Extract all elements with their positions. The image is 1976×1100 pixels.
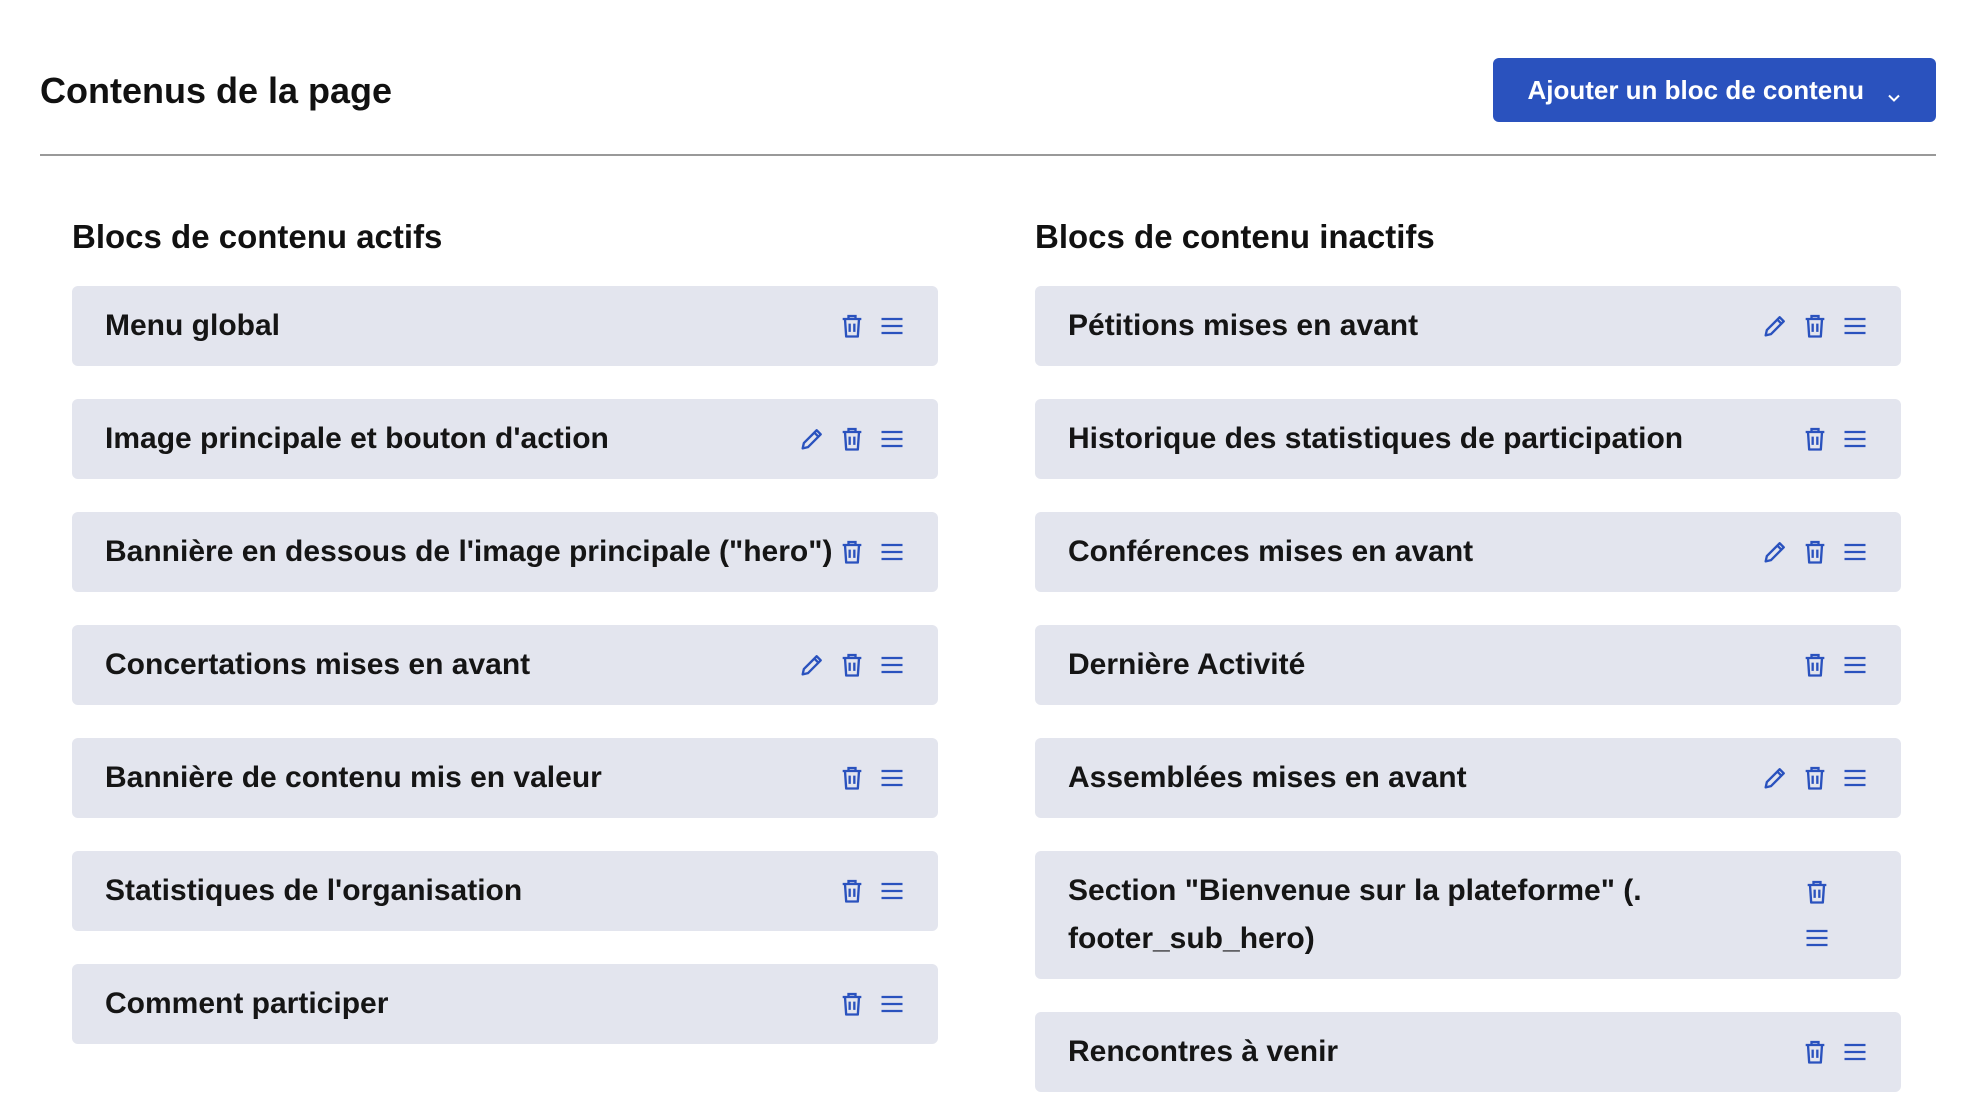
trash-icon[interactable] (1801, 425, 1829, 453)
content-block-label: Dernière Activité (1068, 648, 1306, 681)
add-content-block-label: Ajouter un bloc de contenu (1527, 74, 1864, 105)
content-block-item[interactable] (72, 625, 938, 705)
content-block-item[interactable] (1035, 625, 1901, 705)
drag-handle-icon[interactable] (1841, 425, 1869, 453)
trash-icon[interactable] (1801, 651, 1829, 679)
trash-icon[interactable] (838, 877, 866, 905)
content-block-label: Pétitions mises en avant (1068, 309, 1419, 342)
content-block-actions (1801, 1038, 1869, 1066)
content-block-actions (838, 877, 906, 905)
content-block-actions (798, 651, 906, 679)
content-block-label: Bannière de contenu mis en valeur (105, 761, 602, 794)
trash-icon[interactable] (838, 990, 866, 1018)
content-block-item[interactable] (72, 286, 938, 366)
content-block-actions (1761, 538, 1869, 566)
drag-handle-icon[interactable] (1841, 651, 1869, 679)
trash-icon[interactable] (1801, 1038, 1829, 1066)
page-title: Contenus de la page (40, 70, 393, 111)
trash-icon[interactable] (1801, 764, 1829, 792)
drag-handle-icon[interactable] (878, 425, 906, 453)
pencil-icon[interactable] (798, 425, 826, 453)
content-block-actions (1803, 878, 1831, 952)
inactive-blocks-list (1035, 286, 1901, 1092)
active-blocks-column (72, 218, 938, 1092)
content-block-label: Statistiques de l'organisation (105, 874, 523, 907)
content-block-item[interactable] (1035, 286, 1901, 366)
content-block-item[interactable] (1035, 738, 1901, 818)
active-blocks-list (72, 286, 938, 1044)
drag-handle-icon[interactable] (1841, 1038, 1869, 1066)
inactive-blocks-title: Blocs de contenu inactifs (1035, 218, 1435, 255)
active-blocks-title: Blocs de contenu actifs (72, 218, 443, 255)
content-block-item[interactable] (1035, 1012, 1901, 1092)
content-block-item[interactable] (72, 738, 938, 818)
content-block-item[interactable] (1035, 512, 1901, 592)
content-block-label: Rencontres à venir (1068, 1035, 1339, 1068)
trash-icon[interactable] (838, 312, 866, 340)
pencil-icon[interactable] (1761, 538, 1789, 566)
content-block-actions (838, 538, 906, 566)
pencil-icon[interactable] (1761, 312, 1789, 340)
drag-handle-icon[interactable] (1841, 538, 1869, 566)
content-block-actions (798, 425, 906, 453)
content-block-label: Concertations mises en avant (105, 648, 531, 681)
content-block-actions (1801, 425, 1869, 453)
drag-handle-icon[interactable] (878, 990, 906, 1018)
trash-icon[interactable] (838, 538, 866, 566)
trash-icon[interactable] (838, 651, 866, 679)
trash-icon[interactable] (838, 425, 866, 453)
trash-icon[interactable] (1803, 878, 1831, 906)
add-content-block-button[interactable] (1493, 58, 1936, 122)
drag-handle-icon[interactable] (878, 312, 906, 340)
trash-icon[interactable] (838, 764, 866, 792)
trash-icon[interactable] (1801, 312, 1829, 340)
content-block-label: Section "Bienvenue sur la plateforme" (. footer_sub_hero) (1068, 874, 1642, 955)
content-block-actions (1761, 312, 1869, 340)
drag-handle-icon[interactable] (878, 651, 906, 679)
chevron-down-icon (1886, 82, 1902, 98)
content-block-actions (838, 312, 906, 340)
drag-handle-icon[interactable] (878, 764, 906, 792)
drag-handle-icon[interactable] (1841, 764, 1869, 792)
pencil-icon[interactable] (798, 651, 826, 679)
content-block-item[interactable] (72, 851, 938, 931)
content-block-actions (1801, 651, 1869, 679)
content-block-item[interactable] (1035, 399, 1901, 479)
content-block-label: Assemblées mises en avant (1068, 761, 1467, 794)
content-block-item[interactable] (1035, 851, 1901, 979)
content-block-label: Comment participer (105, 987, 389, 1020)
content-block-item[interactable] (72, 964, 938, 1044)
drag-handle-icon[interactable] (1841, 312, 1869, 340)
inactive-blocks-column (1035, 218, 1901, 1092)
drag-handle-icon[interactable] (878, 877, 906, 905)
content-block-label: Historique des statistiques de participation (1068, 422, 1684, 455)
content-block-item[interactable] (72, 399, 938, 479)
drag-handle-icon[interactable] (1803, 924, 1831, 952)
pencil-icon[interactable] (1761, 764, 1789, 792)
trash-icon[interactable] (1801, 538, 1829, 566)
content-block-actions (838, 990, 906, 1018)
drag-handle-icon[interactable] (878, 538, 906, 566)
content-block-actions (838, 764, 906, 792)
content-columns (72, 218, 1901, 1092)
content-block-label: Bannière en dessous de l'image principale ("hero") (105, 535, 833, 568)
content-block-label: Conférences mises en avant (1068, 535, 1474, 568)
content-block-actions (1761, 764, 1869, 792)
content-block-label: Image principale et bouton d'action (105, 422, 609, 455)
page-header (40, 58, 1936, 156)
content-block-label: Menu global (105, 309, 280, 342)
content-block-item[interactable] (72, 512, 938, 592)
